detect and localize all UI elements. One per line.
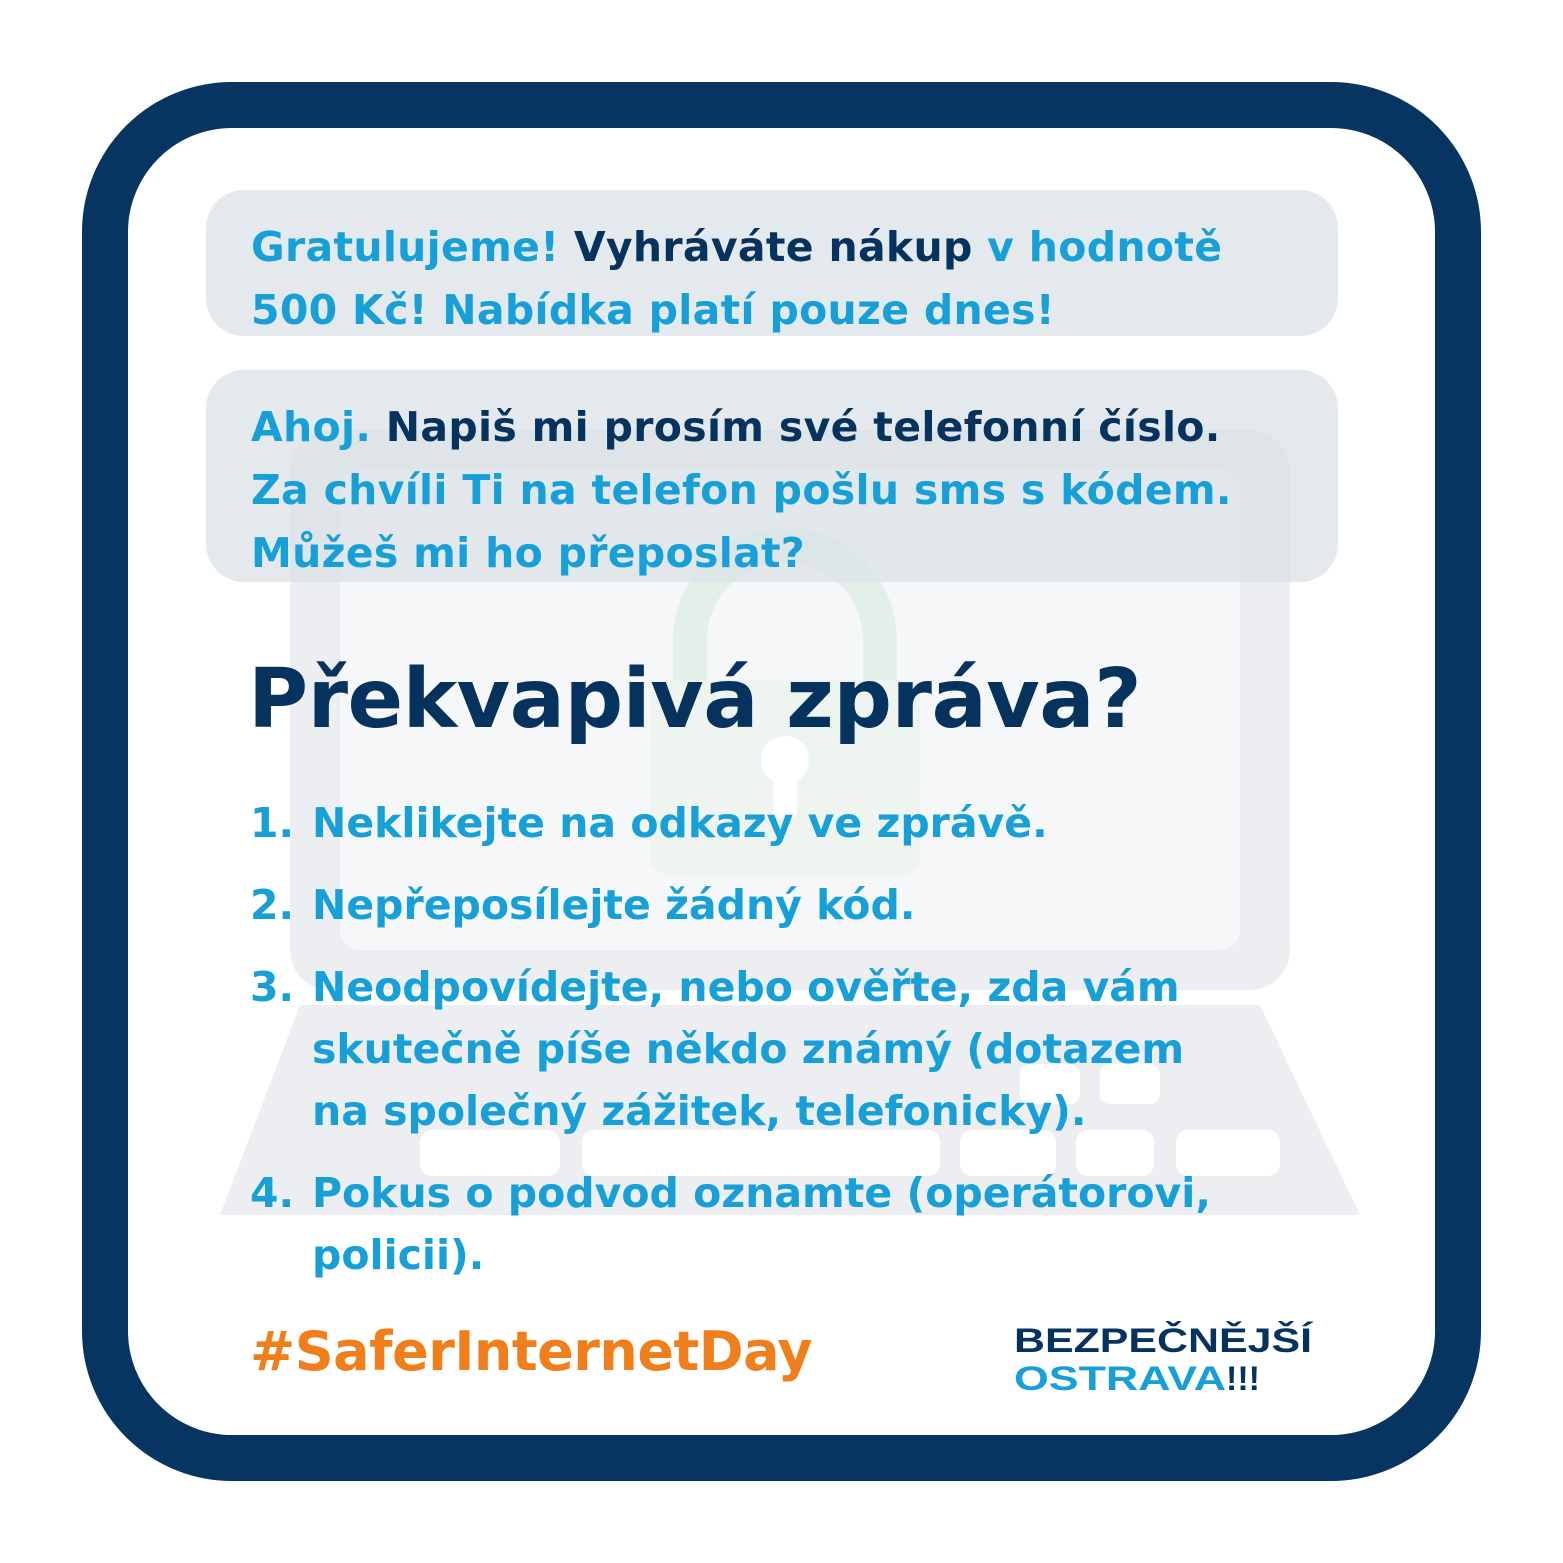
list-item: [250, 874, 1211, 936]
list-item-text: Pokus o podvod oznamte (operátorovi,: [312, 1169, 1211, 1217]
bubble-text: Můžeš mi ho přeposlat?: [251, 529, 806, 577]
bubble-text: Gratulujeme!: [251, 223, 574, 271]
logo-line2: OSTRAVA: [1014, 1360, 1226, 1396]
list-item: [250, 956, 1211, 1142]
bubble-text: Ahoj.: [251, 403, 386, 451]
list-item-number: 4.: [250, 1169, 295, 1217]
bezpecnejsi-ostrava-logo: [1014, 1318, 1314, 1396]
bubble-line: [251, 522, 1338, 585]
bubble-line: [251, 459, 1338, 522]
logo-line1: BEZPEČNĚJŠÍ: [1014, 1322, 1251, 1360]
bubble-line: [251, 396, 1338, 459]
bubble-line: [251, 216, 1338, 279]
bubble-line: [251, 279, 1338, 342]
bubble-text: Za chvíli Ti na telefon pošlu sms s kódem.: [251, 466, 1232, 514]
advice-list: [250, 792, 1211, 1306]
bubble-text-emphasis: Napiš mi prosím své telefonní číslo.: [385, 403, 1221, 451]
message-bubble-code-request: [206, 370, 1338, 582]
list-item-number: 3.: [250, 963, 295, 1011]
logo-exclamations: !!!: [1226, 1360, 1260, 1396]
list-item: [250, 792, 1211, 854]
bubble-text-emphasis: Vyhráváte nákup: [573, 223, 973, 271]
list-item-text: Neodpovídejte, nebo ověřte, zda vám: [312, 963, 1180, 1011]
list-item-number: 1.: [250, 799, 295, 847]
list-item: [250, 1162, 1211, 1286]
list-item-text: na společný zážitek, telefonicky).: [312, 1087, 1087, 1135]
list-item-text: Neklikejte na odkazy ve zprávě.: [312, 799, 1048, 847]
bubble-text: 500 Kč! Nabídka platí pouze dnes!: [251, 286, 1055, 334]
hashtag: #SaferInternetDay: [250, 1320, 813, 1383]
message-bubble-prize: [206, 190, 1338, 336]
bubble-text: v hodnotě: [972, 223, 1223, 271]
list-item-text: skutečně píše někdo známý (dotazem: [312, 1025, 1185, 1073]
list-item-number: 2.: [250, 881, 295, 929]
page-title: Překvapivá zpráva?: [248, 652, 1142, 747]
list-item-text: policii).: [312, 1231, 485, 1279]
list-item-text: Nepřeposílejte žádný kód.: [312, 881, 916, 929]
